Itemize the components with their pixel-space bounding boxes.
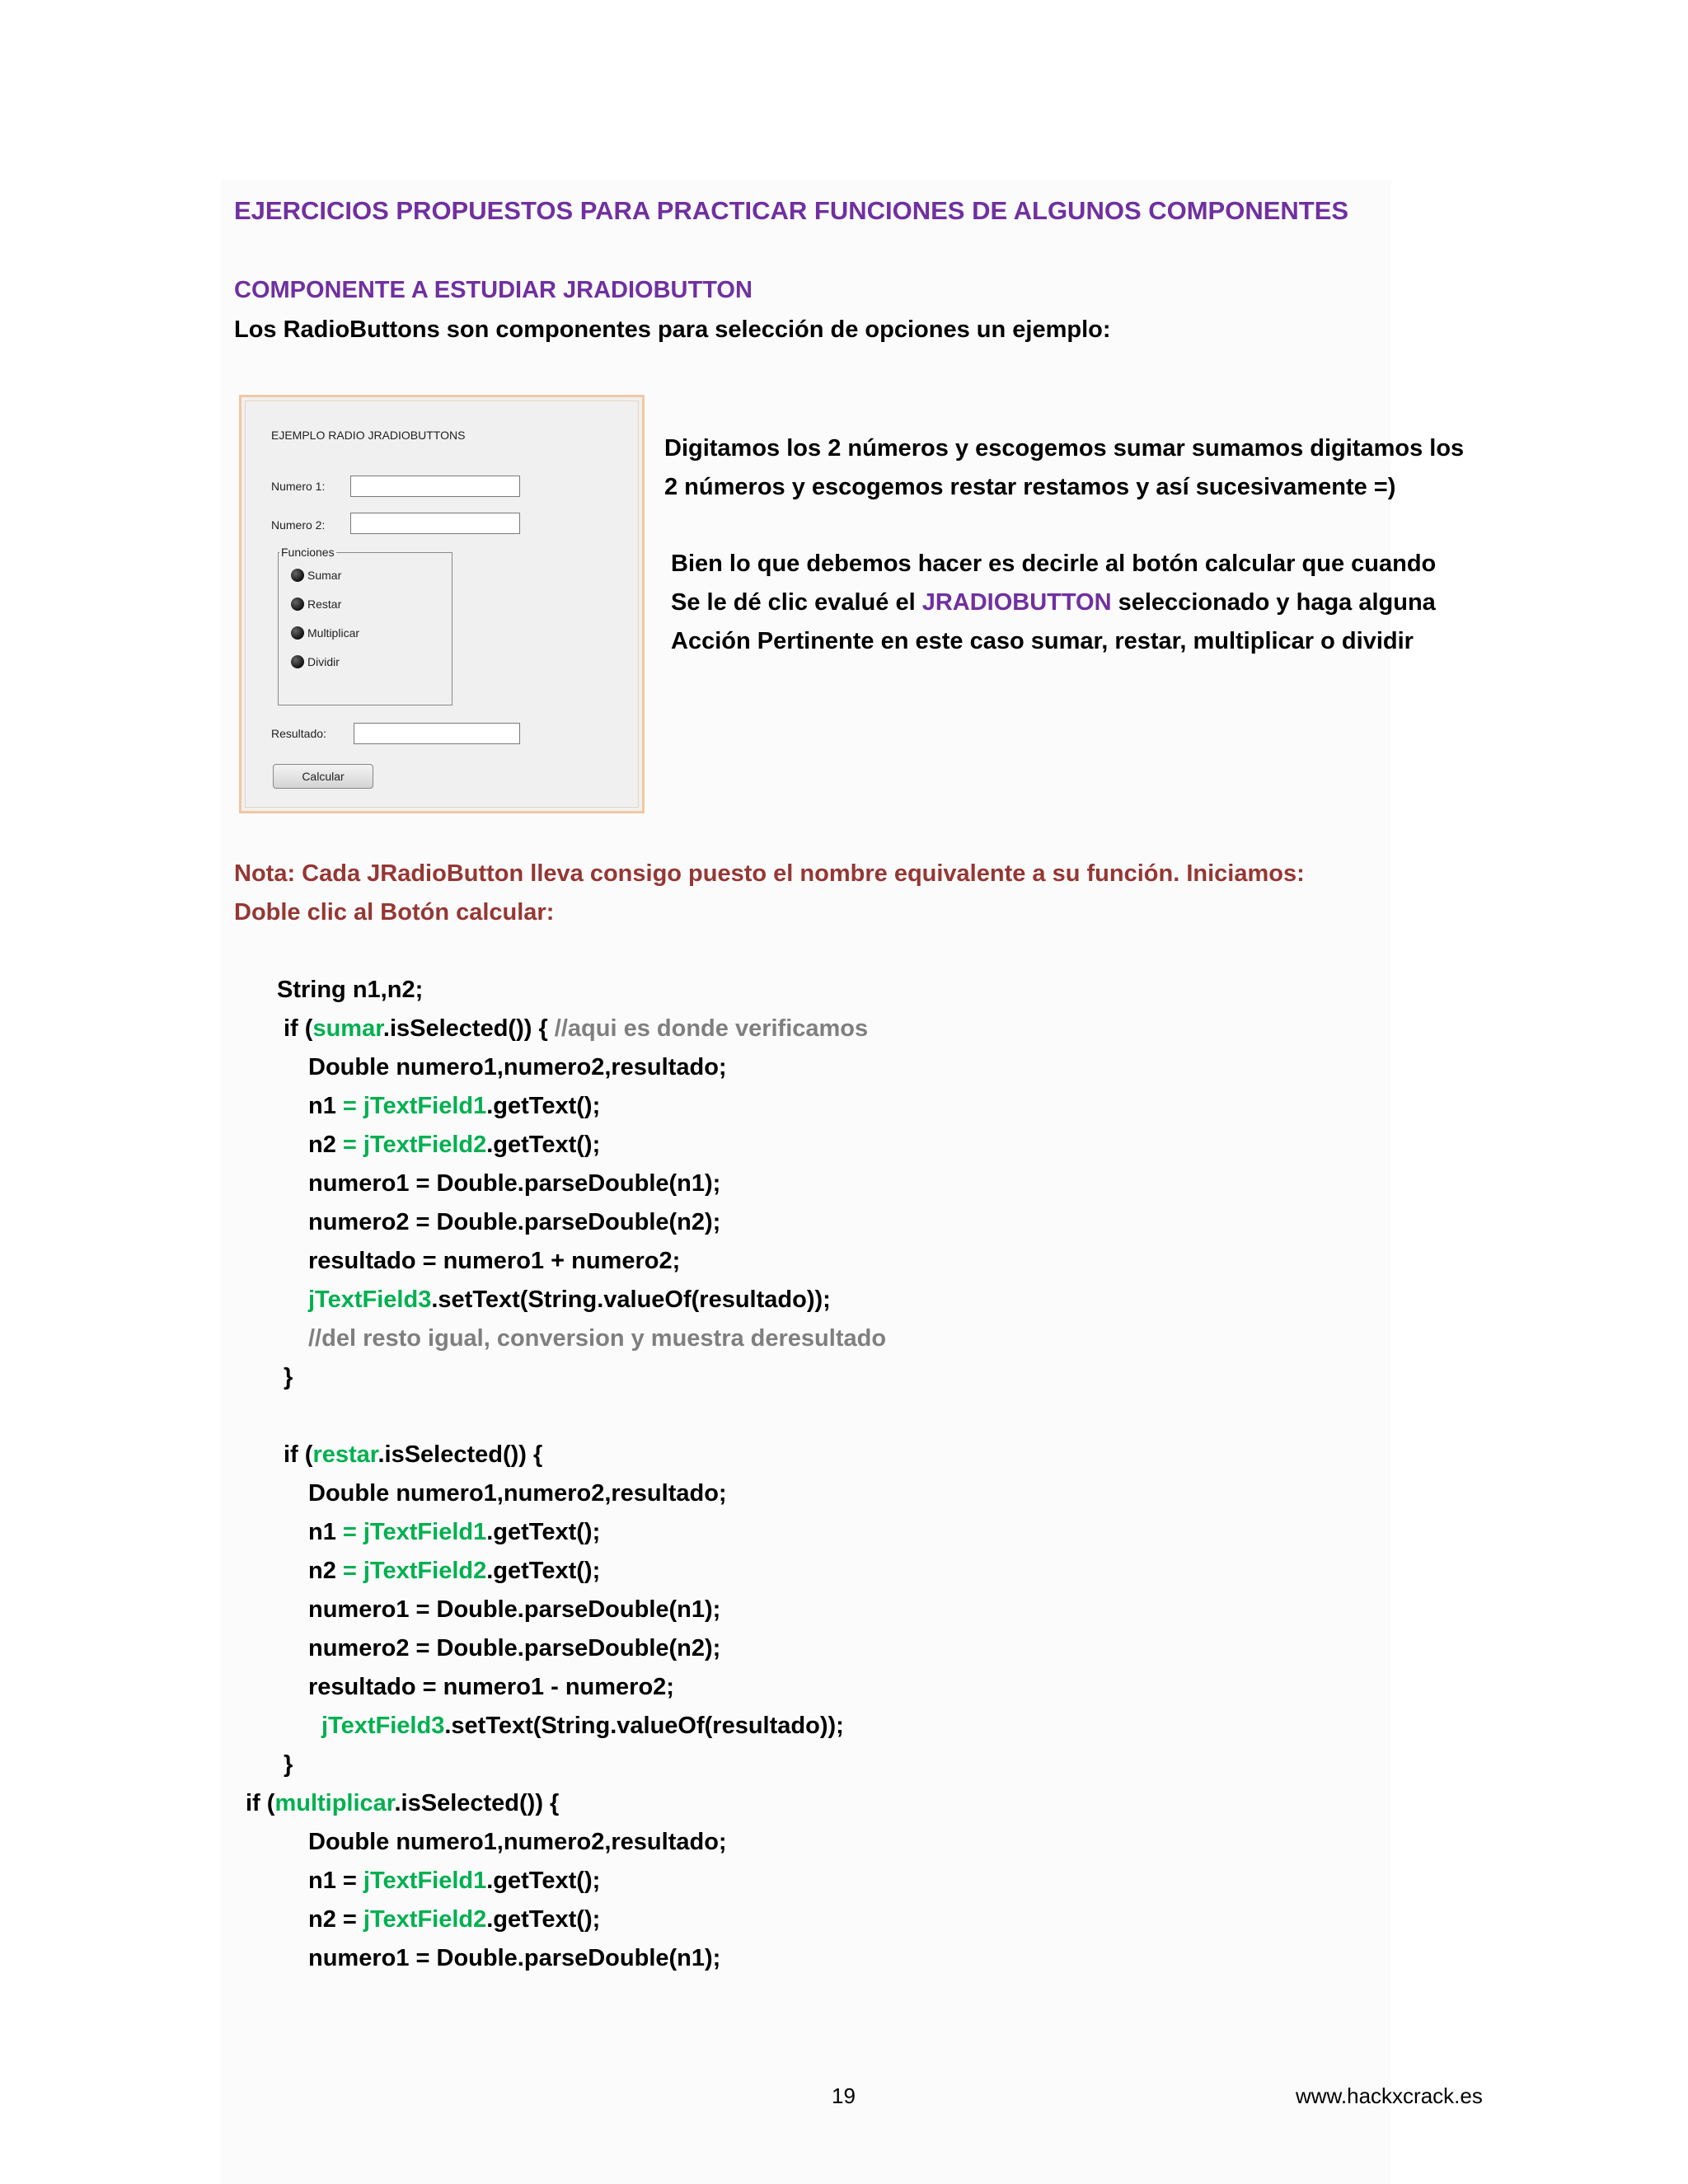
code-line: Double numero1,numero2,resultado;	[308, 1480, 727, 1507]
description-line: Acción Pertinente en este caso sumar, restar, multiplicar o dividir	[671, 628, 1414, 654]
code-line: if (restar.isSelected()) {	[284, 1441, 543, 1468]
code-line: Double numero1,numero2,resultado;	[308, 1054, 727, 1080]
highlight-jradiobutton: JRADIOBUTTON	[921, 589, 1112, 616]
code-line: if (sumar.isSelected()) { //aqui es donde verificamos	[284, 1015, 869, 1042]
note	[234, 855, 1305, 932]
radio-icon	[291, 598, 304, 611]
code-line: }	[284, 1364, 293, 1390]
code-line: if (multiplicar.isSelected()) {	[246, 1790, 560, 1816]
numero2-label: Numero 2:	[271, 518, 326, 532]
numero1-label: Numero 1:	[271, 480, 326, 493]
radio-label: Restar	[307, 598, 342, 611]
example-window-image	[239, 395, 645, 813]
numero2-field	[350, 513, 520, 534]
code-line: numero2 = Double.parseDouble(n2);	[308, 1635, 721, 1661]
radio-icon	[291, 569, 304, 582]
section-heading: COMPONENTE A ESTUDIAR JRADIOBUTTON	[234, 277, 753, 303]
code-line: numero2 = Double.parseDouble(n2);	[308, 1209, 721, 1235]
code-line: numero1 = Double.parseDouble(n1);	[308, 1596, 721, 1623]
resultado-label: Resultado:	[271, 727, 326, 740]
code-line: n2 = jTextField2.getText();	[308, 1558, 601, 1584]
code-comment: //del resto igual, conversion y muestra deresultado	[308, 1325, 887, 1352]
resultado-field	[354, 723, 520, 744]
code-line: numero1 = Double.parseDouble(n1);	[308, 1945, 721, 1971]
note-line: Nota: Cada JRadioButton lleva consigo puesto el nombre equivalente a su función. Iniciamos:	[234, 860, 1305, 887]
code-line: Double numero1,numero2,resultado;	[308, 1829, 727, 1855]
code-line: jTextField3.setText(String.valueOf(resultado));	[321, 1713, 844, 1739]
note-line: Doble clic al Botón calcular:	[234, 899, 555, 926]
code-line: n2 = jTextField2.getText();	[308, 1132, 601, 1158]
text-span: Se le dé clic evalué el	[671, 589, 922, 616]
funciones-group-label: Funciones	[281, 546, 335, 559]
description-line: Bien lo que debemos hacer es decirle al botón calcular que cuando	[671, 551, 1437, 577]
code-line: String n1,n2;	[277, 977, 424, 1003]
code-line: jTextField3.setText(String.valueOf(resultado));	[308, 1286, 831, 1313]
radio-sumar	[291, 569, 341, 582]
numero1-field	[350, 476, 520, 497]
page-number: 19	[832, 2083, 856, 2108]
footer-website: www.hackxcrack.es	[1296, 2083, 1483, 2108]
description-paragraph-1	[664, 429, 1464, 507]
code-line: n1 = jTextField1.getText();	[308, 1093, 601, 1119]
radio-label: Dividir	[307, 655, 340, 668]
intro-text: Los RadioButtons son componentes para selección de opciones un ejemplo:	[234, 316, 1111, 343]
code-line: n2 = jTextField2.getText();	[308, 1906, 601, 1933]
description-line	[671, 583, 1436, 622]
code-line: n1 = jTextField1.getText();	[308, 1868, 601, 1894]
code-line: }	[284, 1751, 293, 1778]
code-line: numero1 = Double.parseDouble(n1);	[308, 1170, 721, 1197]
code-line: resultado = numero1 - numero2;	[308, 1674, 674, 1700]
description-paragraph-2	[671, 545, 1436, 661]
radio-icon	[291, 626, 304, 640]
radio-multiplicar	[291, 626, 359, 640]
radio-label: Multiplicar	[307, 626, 360, 640]
description-line: Digitamos los 2 números y escogemos sumar sumamos digitamos los	[664, 435, 1465, 462]
radio-icon	[291, 655, 304, 668]
description-line: 2 números y escogemos restar restamos y así sucesivamente =)	[664, 474, 1396, 500]
radio-restar	[291, 598, 341, 611]
window-title: EJEMPLO RADIO JRADIOBUTTONS	[271, 429, 466, 442]
page-heading: EJERCICIOS PROPUESTOS PARA PRACTICAR FUNCIONES DE ALGUNOS COMPONENTES	[234, 196, 1349, 225]
radio-dividir	[291, 655, 340, 668]
radio-label: Sumar	[307, 569, 342, 582]
code-line: resultado = numero1 + numero2;	[308, 1248, 681, 1274]
text-span: seleccionado y haga alguna	[1111, 589, 1436, 616]
code-line: n1 = jTextField1.getText();	[308, 1519, 601, 1545]
calcular-button: Calcular	[273, 764, 373, 789]
